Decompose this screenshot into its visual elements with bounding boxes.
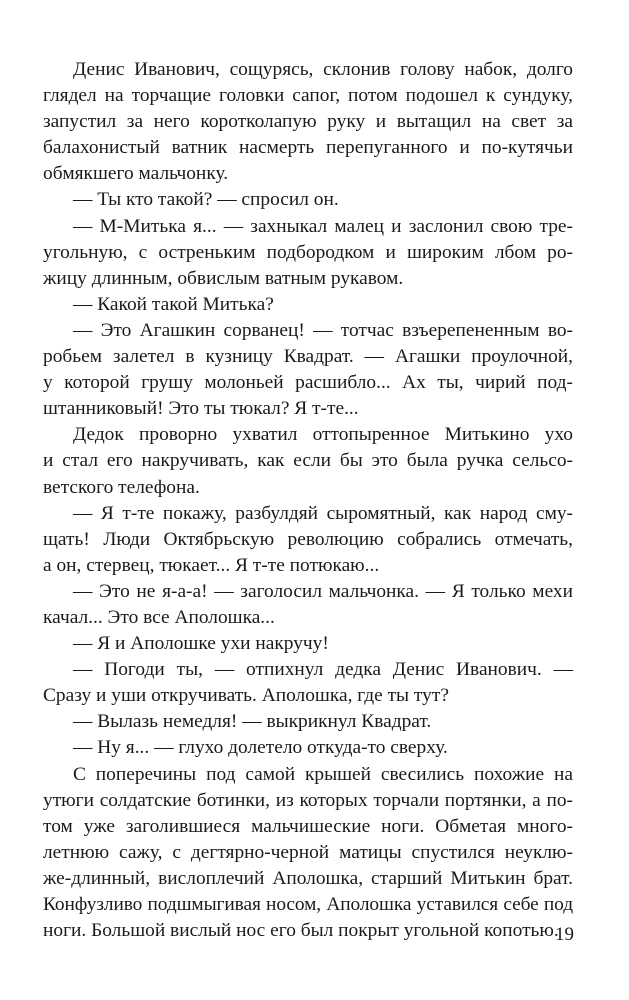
text-line: жицу длинным, обвислым ватным рукавом.	[43, 267, 404, 289]
text-line: балахонистый ватник насмерть перепуганного и по-кутячьи	[43, 137, 573, 159]
text-line: запустил за него коротколапую руку и вытащил на свет за	[43, 111, 573, 133]
text-line: — Вылазь немедля! — выкрикнул Квадрат.	[73, 711, 432, 733]
text-line: — Ну я... — глухо долетело откуда-то сверху.	[73, 737, 448, 759]
text-line: обмякшего мальчонку.	[43, 163, 229, 185]
text-line: — Это Агашкин сорванец! — тотчас взъерепененным во-	[73, 319, 573, 341]
text-line: — Я т-те покажу, разбулдяй сыромятный, как народ сму-	[73, 502, 573, 524]
text-line: — Какой такой Митька?	[73, 293, 274, 315]
text-line: щать! Люди Октябрьскую революцию собрались отмечать,	[43, 528, 573, 550]
body-text	[43, 57, 573, 944]
text-line: — М-Митька я... — захныкал малец и заслонил свою тре-	[73, 215, 573, 237]
text-line: глядел на торчащие головки сапог, потом подошел к сундуку,	[43, 85, 573, 107]
text-line: Сразу и уши откручивать. Аполошка, где ты тут?	[43, 685, 449, 707]
text-line: Денис Иванович, сощурясь, склонив голову набок, долго	[73, 59, 573, 80]
text-line: и стал его накручивать, как если бы это была ручка сельсо-	[43, 450, 573, 472]
text-line: утюги солдатские ботинки, из которых торчали портянки, а по-	[43, 789, 573, 811]
text-line: — Ты кто такой? — спросил он.	[73, 189, 339, 211]
text-line: же-длинный, вислоплечий Аполошка, старший Митькин брат.	[43, 867, 573, 889]
text-line: ноги. Большой вислый нос его был покрыт угольной копотью.	[43, 920, 559, 942]
text-line: Конфузливо подшмыгивая носом, Аполошка уставился себе под	[43, 894, 573, 915]
text-line: штанниковый! Это ты тюкал? Я т-те...	[43, 398, 359, 420]
text-line: — Это не я-а-а! — заголосил мальчонка. — Я только мехи	[73, 580, 573, 602]
text-line: робьем залетел в кузницу Квадрат. — Агашки проулочной,	[43, 346, 573, 368]
text-line: Дедок проворно ухватил оттопыренное Митькино ухо	[73, 424, 573, 446]
text-line: ветского телефона.	[43, 476, 200, 498]
text-line: качал... Это все Аполошка...	[43, 606, 275, 628]
text-line: угольную, с остреньким подбородком и широким лбом ро-	[43, 241, 573, 263]
text-line: у которой грушу молоньей расшибло... Ах ты, чирий под-	[43, 372, 573, 394]
text-line: — Я и Аполошке ухи накручу!	[73, 633, 329, 655]
page-number: 19	[555, 924, 574, 945]
text-line: а он, стервец, тюкает... Я т-те потюкаю...	[43, 554, 380, 576]
text-line: том уже заголившиеся мальчишеские ноги. Обметая много-	[43, 815, 573, 837]
text-line: — Погоди ты, — отпихнул дедка Денис Иванович. —	[73, 659, 573, 681]
text-line: С поперечины под самой крышей свесились похожие на	[73, 763, 573, 785]
text-line: летнюю сажу, с дегтярно-черной матицы спустился неуклю-	[43, 841, 573, 863]
